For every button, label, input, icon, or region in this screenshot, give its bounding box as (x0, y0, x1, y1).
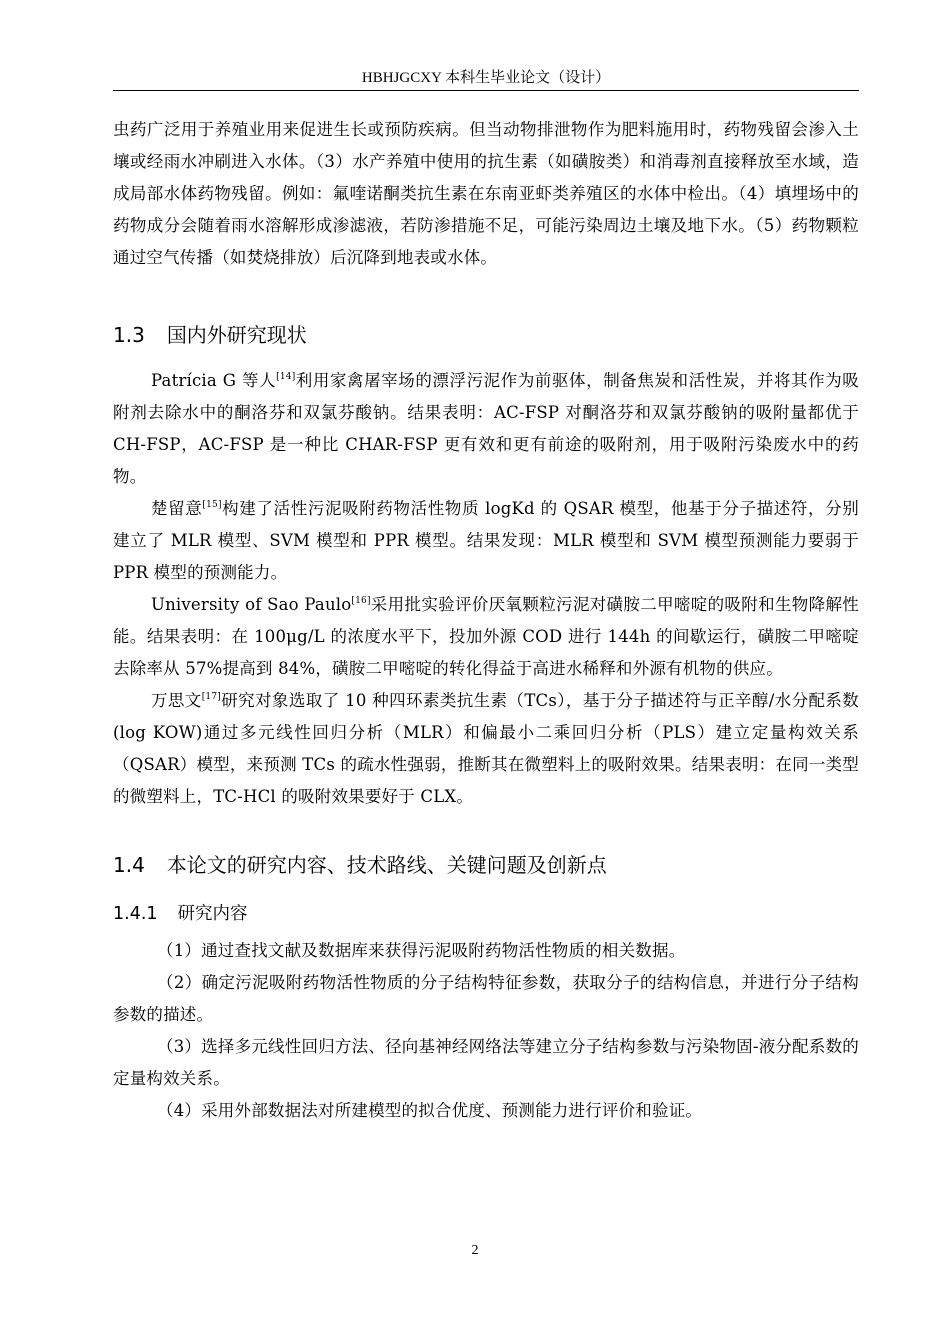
paragraph-usp (113, 589, 859, 685)
paragraph-text: Patrícia G 等人 (151, 371, 277, 390)
paragraph-text: 采用批实验评价厌氧颗粒污泥对磺胺二甲嘧啶的吸附和生物降解性能。结果表明：在 100μg/L 的浓度水平下，投加外源 COD 进行 144h 的间歇运行，磺胺二甲嘧啶去除率从 57%提高到 84%，磺胺二甲嘧啶的转化得益于高进水稀释和外源有机物的供应。 (113, 595, 859, 678)
citation-ref: [15] (202, 500, 222, 510)
citation-ref: [14] (276, 372, 296, 382)
section-number: 1.3 (113, 323, 145, 347)
subsection-title: 研究内容 (177, 904, 248, 924)
section-heading-1-4 (113, 851, 859, 879)
header-rule (113, 90, 859, 91)
list-item: （3）选择多元线性回归方法、径向基神经网络法等建立分子结构参数与污染物固-液分配系数的定量构效关系。 (113, 1037, 859, 1088)
subsection-number: 1.4.1 (113, 904, 158, 924)
section-number: 1.4 (113, 853, 145, 877)
paragraph-patricia (113, 365, 859, 493)
page-header: HBHJGCXY 本科生毕业论文（设计） (361, 70, 611, 86)
citation-ref: [17] (201, 692, 221, 702)
research-content-list (113, 935, 859, 1127)
paragraph-text: 研究对象选取了 10 种四环素类抗生素（TCs），基于分子描述符与正辛醇/水分配系数(log KOW)通过多元线性回归分析（MLR）和偏最小二乘回归分析（PLS）建立定量构效关系（QSAR）模型，来预测 TCs 的疏水性强弱，推断其在微塑料上的吸附效果。结果表明：在同一类型的微塑料上，TC-HCl 的吸附效果要好于 CLX。 (113, 691, 859, 806)
subsection-heading-1-4-1 (113, 901, 859, 927)
paragraph-text: 楚留意 (151, 499, 203, 518)
list-item: （1）通过查找文献及数据库来获得污泥吸附药物活性物质的相关数据。 (157, 941, 686, 960)
page-number: 2 (471, 1243, 479, 1258)
section-heading-1-3 (113, 321, 859, 349)
paragraph-chu (113, 493, 859, 589)
list-item: （4）采用外部数据法对所建模型的拟合优度、预测能力进行评价和验证。 (157, 1101, 703, 1120)
list-item: （2）确定污泥吸附药物活性物质的分子结构特征参数，获取分子的结构信息，并进行分子结构参数的描述。 (113, 973, 859, 1024)
paragraph-text: 利用家禽屠宰场的漂浮污泥作为前驱体，制备焦炭和活性炭，并将其作为吸附剂去除水中的酮洛芬和双氯芬酸钠。结果表明：AC-FSP 对酮洛芬和双氯芬酸钠的吸附量都优于 CH-FSP，AC-FSP 是一种比 CHAR-FSP 更有效和更有前途的吸附剂，用于吸附污染废水中的药物。 (113, 371, 859, 486)
section-title: 国内外研究现状 (166, 323, 307, 347)
section-1-3-body (113, 365, 859, 813)
citation-ref: [16] (351, 596, 371, 606)
page-body (113, 114, 859, 1127)
paragraph-text: 万思文 (151, 691, 202, 710)
section-title: 本论文的研究内容、技术路线、关键问题及创新点 (166, 853, 607, 877)
paragraph-text: 构建了活性污泥吸附药物活性物质 logKd 的 QSAR 模型，他基于分子描述符，分别建立了 MLR 模型、SVM 模型和 PPR 模型。结果发现：MLR 模型和 SVM 模型预测能力要弱于 PPR 模型的预测能力。 (113, 499, 859, 582)
paragraph-wan (113, 685, 859, 813)
paragraph-text: University of Sao Paulo (151, 595, 352, 614)
intro-paragraph: 虫药广泛用于养殖业用来促进生长或预防疾病。但当动物排泄物作为肥料施用时，药物残留会渗入土壤或经雨水冲刷进入水体。（3）水产养殖中使用的抗生素（如磺胺类）和消毒剂直接释放至水域，造成局部水体药物残留。例如：氟喹诺酮类抗生素在东南亚虾类养殖区的水体中检出。（4）填埋场中的药物成分会随着雨水溶解形成渗滤液，若防渗措施不足，可能污染周边土壤及地下水。（5）药物颗粒通过空气传播（如焚烧排放）后沉降到地表或水体。 (113, 120, 859, 267)
